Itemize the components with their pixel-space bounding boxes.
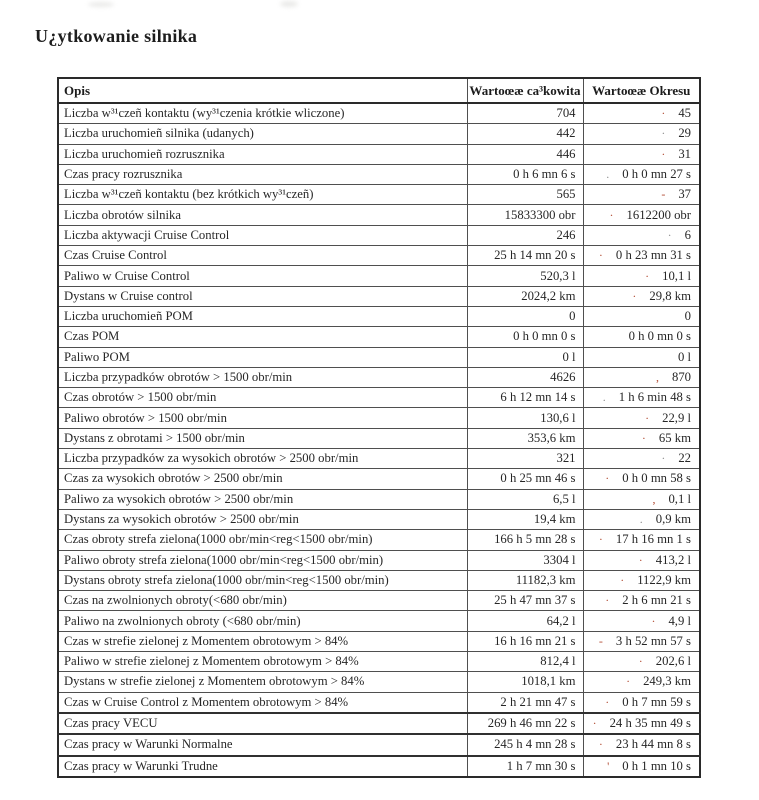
table-row — [58, 144, 700, 164]
row-period-cell — [583, 327, 700, 347]
pen-tick-mark: ' — [607, 758, 610, 773]
pen-tick-mark: · — [638, 552, 643, 567]
row-description: Paliwo POM — [58, 347, 467, 367]
row-period-value: 22 — [678, 451, 691, 466]
pen-tick-mark: · — [620, 572, 625, 587]
table-row — [58, 266, 700, 286]
row-period-cell — [583, 591, 700, 611]
row-total-value: 130,6 l — [467, 408, 583, 428]
row-total-value: 25 h 47 mn 37 s — [467, 591, 583, 611]
row-total-value: 1018,1 km — [467, 672, 583, 692]
table-row — [58, 550, 700, 570]
row-description: Liczba w³¹czeñ kontaktu (wy³¹czenia krótkie wliczone) — [58, 103, 467, 124]
row-total-value: 6,5 l — [467, 489, 583, 509]
row-description: Liczba przypadków obrotów > 1500 obr/min — [58, 367, 467, 387]
table-row — [58, 164, 700, 184]
table-row — [58, 205, 700, 225]
row-period-cell — [583, 306, 700, 326]
row-description: Paliwo na zwolnionych obroty (<680 obr/min) — [58, 611, 467, 631]
table-row — [58, 570, 700, 590]
row-total-value: 565 — [467, 185, 583, 205]
row-total-value: 64,2 l — [467, 611, 583, 631]
row-description: Czas pracy w Warunki Trudne — [58, 756, 467, 777]
row-description: Liczba przypadków za wysokich obrotów > 2500 obr/min — [58, 449, 467, 469]
row-total-value: 25 h 14 mn 20 s — [467, 246, 583, 266]
row-description: Liczba uruchomieñ rozrusznika — [58, 144, 467, 164]
row-description: Czas pracy VECU — [58, 713, 467, 734]
row-total-value: 245 h 4 mn 28 s — [467, 734, 583, 755]
pen-tick-mark: · — [661, 126, 666, 141]
pen-tick-mark: · — [645, 268, 650, 283]
table-row — [58, 286, 700, 306]
row-period-value: 29 — [678, 126, 691, 141]
header-row — [58, 78, 700, 103]
row-description: Paliwo w Cruise Control — [58, 266, 467, 286]
pen-tick-mark: · — [661, 146, 666, 161]
row-period-cell — [583, 631, 700, 651]
row-period-cell — [583, 347, 700, 367]
pen-tick-mark: · — [667, 227, 672, 242]
page-title: U¿ytkowanie silnika — [35, 26, 198, 46]
table-row — [58, 734, 700, 755]
row-period-value: 0,9 km — [655, 512, 691, 527]
row-period-cell — [583, 103, 700, 124]
table-row — [58, 246, 700, 266]
row-period-cell — [583, 124, 700, 144]
row-total-value: 16 h 16 mn 21 s — [467, 631, 583, 651]
column-header-opis: Opis — [58, 78, 467, 103]
row-period-cell — [583, 509, 700, 529]
row-description: Czas pracy w Warunki Normalne — [58, 734, 467, 755]
row-period-cell — [583, 550, 700, 570]
row-total-value: 166 h 5 mn 28 s — [467, 530, 583, 550]
row-period-cell — [583, 225, 700, 245]
row-period-cell — [583, 408, 700, 428]
row-description: Czas w Cruise Control z Momentem obrotowym > 84% — [58, 692, 467, 713]
pen-tick-mark: · — [598, 248, 603, 263]
row-description: Liczba uruchomieñ silnika (udanych) — [58, 124, 467, 144]
pen-tick-mark: · — [661, 451, 666, 466]
row-period-value: 45 — [678, 106, 691, 121]
table-row — [58, 225, 700, 245]
row-description: Dystans w Cruise control — [58, 286, 467, 306]
row-total-value: 6 h 12 mn 14 s — [467, 388, 583, 408]
row-period-cell — [583, 286, 700, 306]
table-row — [58, 185, 700, 205]
row-description: Czas w strefie zielonej z Momentem obrotowym > 84% — [58, 631, 467, 651]
table-row — [58, 611, 700, 631]
row-period-value: 0 l — [677, 349, 691, 364]
row-period-value: 6 — [684, 227, 691, 242]
pen-tick-mark: . — [639, 512, 643, 527]
row-description: Liczba w³¹czeñ kontaktu (bez krótkich wy³¹czeñ) — [58, 185, 467, 205]
row-description: Czas na zwolnionych obroty(<680 obr/min) — [58, 591, 467, 611]
row-period-value: 10,1 l — [662, 268, 691, 283]
row-description: Czas obroty strefa zielona(1000 obr/min<reg<1500 obr/min) — [58, 530, 467, 550]
row-description: Czas Cruise Control — [58, 246, 467, 266]
row-description: Czas obrotów > 1500 obr/min — [58, 388, 467, 408]
row-period-cell — [583, 266, 700, 286]
row-period-cell — [583, 428, 700, 448]
table-row — [58, 509, 700, 529]
row-description: Dystans za wysokich obrotów > 2500 obr/min — [58, 509, 467, 529]
row-period-cell — [583, 692, 700, 713]
row-period-cell — [583, 449, 700, 469]
row-total-value: 0 h 25 mn 46 s — [467, 469, 583, 489]
engine-usage-table — [57, 77, 701, 778]
row-total-value: 0 h 6 mn 6 s — [467, 164, 583, 184]
row-total-value: 446 — [467, 144, 583, 164]
row-total-value: 321 — [467, 449, 583, 469]
row-description: Paliwo za wysokich obrotów > 2500 obr/min — [58, 489, 467, 509]
row-period-cell — [583, 734, 700, 755]
pen-tick-mark: , — [655, 370, 659, 384]
table-row — [58, 388, 700, 408]
row-description: Liczba obrotów silnika — [58, 205, 467, 225]
pen-tick-mark: · — [638, 654, 643, 669]
table-row — [58, 124, 700, 144]
table-row — [58, 103, 700, 124]
row-period-value: 1612200 obr — [626, 207, 691, 222]
row-period-value: 0,1 l — [668, 491, 691, 506]
row-period-value: 249,3 km — [643, 674, 691, 689]
row-period-cell — [583, 652, 700, 672]
row-total-value: 0 l — [467, 347, 583, 367]
row-total-value: 269 h 46 mn 22 s — [467, 713, 583, 734]
row-total-value: 0 h 0 mn 0 s — [467, 327, 583, 347]
row-period-cell — [583, 469, 700, 489]
table-row — [58, 469, 700, 489]
row-total-value: 4626 — [467, 367, 583, 387]
table-row — [58, 652, 700, 672]
row-period-cell — [583, 672, 700, 692]
column-header-total-value: Wartoœæ ca³kowita — [467, 78, 583, 103]
row-description: Liczba aktywacji Cruise Control — [58, 225, 467, 245]
row-period-value: 202,6 l — [655, 654, 691, 669]
row-period-value: 31 — [678, 146, 691, 161]
table-row — [58, 408, 700, 428]
pen-tick-mark: · — [645, 410, 650, 425]
row-description: Czas pracy rozrusznika — [58, 164, 467, 184]
row-period-value: 0 h 0 mn 0 s — [628, 329, 691, 344]
table-row — [58, 428, 700, 448]
row-period-value: 2 h 6 mn 21 s — [622, 593, 691, 608]
row-period-cell — [583, 570, 700, 590]
row-period-value: 29,8 km — [649, 288, 691, 303]
row-description: Liczba uruchomieñ POM — [58, 306, 467, 326]
pen-tick-mark: · — [605, 471, 610, 486]
row-total-value: 19,4 km — [467, 509, 583, 529]
row-total-value: 11182,3 km — [467, 570, 583, 590]
pen-tick-mark: · — [641, 430, 646, 445]
pen-tick-mark: · — [592, 716, 597, 731]
row-period-value: 413,2 l — [655, 552, 691, 567]
pen-tick-mark: · — [609, 207, 614, 222]
row-period-cell — [583, 489, 700, 509]
row-total-value: 353,6 km — [467, 428, 583, 448]
pen-tick-mark: , — [652, 491, 656, 506]
row-total-value: 812,4 l — [467, 652, 583, 672]
scan-artifact — [280, 1, 298, 7]
table-row — [58, 756, 700, 777]
row-total-value: 704 — [467, 103, 583, 124]
table-row — [58, 367, 700, 387]
table-row — [58, 631, 700, 651]
row-total-value: 2 h 21 mn 47 s — [467, 692, 583, 713]
table-row — [58, 692, 700, 713]
row-total-value: 15833300 obr — [467, 205, 583, 225]
row-period-cell — [583, 530, 700, 550]
row-period-value: 1122,9 km — [637, 572, 691, 587]
row-description: Czas za wysokich obrotów > 2500 obr/min — [58, 469, 467, 489]
row-period-cell — [583, 611, 700, 631]
row-period-value: 0 h 7 mn 59 s — [622, 694, 691, 709]
pen-tick-mark: - — [661, 187, 666, 202]
row-description: Dystans obroty strefa zielona(1000 obr/min<reg<1500 obr/min) — [58, 570, 467, 590]
table-row — [58, 449, 700, 469]
table-row — [58, 591, 700, 611]
row-period-cell — [583, 164, 700, 184]
pen-tick-mark: . — [606, 167, 610, 182]
row-total-value: 3304 l — [467, 550, 583, 570]
table-body — [58, 103, 700, 777]
row-period-cell — [583, 388, 700, 408]
row-total-value: 2024,2 km — [467, 286, 583, 306]
row-period-value: 37 — [678, 187, 691, 202]
row-period-cell — [583, 205, 700, 225]
row-period-value: 0 — [684, 309, 691, 324]
table-row — [58, 306, 700, 326]
row-period-value: 3 h 52 mn 57 s — [615, 633, 691, 648]
row-period-cell — [583, 246, 700, 266]
row-description: Paliwo obrotów > 1500 obr/min — [58, 408, 467, 428]
row-description: Paliwo w strefie zielonej z Momentem obrotowym > 84% — [58, 652, 467, 672]
row-period-cell — [583, 367, 700, 387]
row-period-value: 4,9 l — [668, 613, 691, 628]
row-total-value: 442 — [467, 124, 583, 144]
row-period-value: 0 h 1 mn 10 s — [622, 758, 691, 773]
row-period-value: 22,9 l — [662, 410, 691, 425]
row-period-cell — [583, 144, 700, 164]
column-header-period-value: Wartoœæ Okresu — [583, 78, 700, 103]
pen-tick-mark: · — [605, 593, 610, 608]
row-total-value: 0 — [467, 306, 583, 326]
table-row — [58, 347, 700, 367]
scan-artifact — [88, 2, 114, 7]
row-period-cell — [583, 713, 700, 734]
row-description: Dystans z obrotami > 1500 obr/min — [58, 428, 467, 448]
row-total-value: 520,3 l — [467, 266, 583, 286]
pen-tick-mark: · — [661, 106, 666, 121]
row-description: Paliwo obroty strefa zielona(1000 obr/min<reg<1500 obr/min) — [58, 550, 467, 570]
row-period-value: 23 h 44 mn 8 s — [615, 737, 691, 752]
table-row — [58, 489, 700, 509]
pen-tick-mark: - — [598, 633, 603, 648]
table-row — [58, 672, 700, 692]
row-period-value: 870 — [671, 370, 691, 384]
pen-tick-mark: · — [651, 613, 656, 628]
pen-tick-mark: · — [626, 674, 631, 689]
row-period-value: 0 h 23 mn 31 s — [615, 248, 691, 263]
row-period-value: 1 h 6 min 48 s — [618, 390, 691, 405]
pen-tick-mark: · — [605, 694, 610, 709]
row-period-value: 24 h 35 mn 49 s — [609, 716, 691, 731]
row-period-value: 0 h 0 mn 27 s — [622, 167, 691, 182]
table-row — [58, 530, 700, 550]
row-period-value: 17 h 16 mn 1 s — [615, 532, 691, 547]
row-total-value: 246 — [467, 225, 583, 245]
table-row — [58, 713, 700, 734]
pen-tick-mark: · — [598, 532, 603, 547]
pen-tick-mark: · — [598, 737, 603, 752]
pen-tick-mark: . — [602, 390, 606, 405]
row-period-value: 0 h 0 mn 58 s — [622, 471, 691, 486]
row-description: Czas POM — [58, 327, 467, 347]
row-description: Dystans w strefie zielonej z Momentem obrotowym > 84% — [58, 672, 467, 692]
row-period-cell — [583, 756, 700, 777]
table-row — [58, 327, 700, 347]
row-period-cell — [583, 185, 700, 205]
pen-tick-mark: · — [632, 288, 637, 303]
row-period-value: 65 km — [658, 430, 691, 445]
row-total-value: 1 h 7 mn 30 s — [467, 756, 583, 777]
